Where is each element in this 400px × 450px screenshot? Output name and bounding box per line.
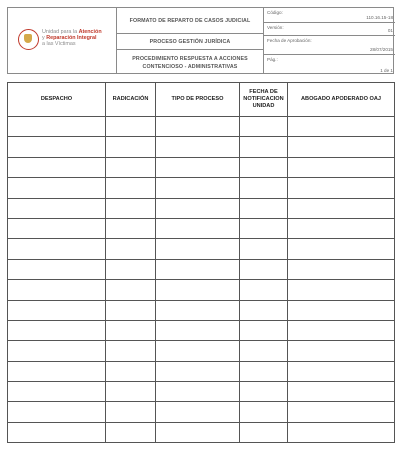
table-cell: [288, 157, 395, 177]
table-cell: [288, 178, 395, 198]
table-cell: [240, 259, 288, 279]
table-cell: [156, 157, 240, 177]
table-cell: [8, 280, 106, 300]
table-cell: [156, 117, 240, 137]
table-cell: [106, 117, 156, 137]
table-cell: [8, 361, 106, 381]
table-row: [8, 422, 395, 442]
table-cell: [8, 382, 106, 402]
table-row: [8, 320, 395, 340]
table-cell: [106, 361, 156, 381]
table-cell: [240, 382, 288, 402]
table-cell: [156, 361, 240, 381]
table-row: [8, 280, 395, 300]
table-cell: [288, 137, 395, 157]
table-cell: [106, 178, 156, 198]
table-cell: [288, 320, 395, 340]
procedure-name: PROCEDIMIENTO RESPUESTA A ACCIONES CONTENCIOSO - ADMINISTRATIVAS: [132, 55, 248, 70]
table-cell: [288, 300, 395, 320]
table-cell: [240, 422, 288, 442]
table-row: [8, 341, 395, 361]
table-cell: [8, 422, 106, 442]
meta-version: Versión: 01: [264, 23, 395, 36]
table-cell: [156, 259, 240, 279]
table-row: [8, 382, 395, 402]
table-cell: [156, 280, 240, 300]
table-cell: [106, 259, 156, 279]
table-cell: [106, 422, 156, 442]
table-cell: [106, 320, 156, 340]
table-body: [8, 117, 395, 443]
table-row: [8, 239, 395, 259]
table-cell: [240, 402, 288, 422]
table-cell: [106, 239, 156, 259]
table-cell: [240, 137, 288, 157]
table-cell: [8, 259, 106, 279]
organization-logo: [18, 25, 113, 61]
table-cell: [156, 239, 240, 259]
table-cell: [240, 117, 288, 137]
table-row: [8, 178, 395, 198]
table-cell: [156, 218, 240, 238]
logo-text: Unidad para la Atención y Reparación Integral a las Víctimas: [42, 29, 102, 47]
table-row: [8, 157, 395, 177]
table-cell: [288, 280, 395, 300]
case-assignment-table: [7, 82, 395, 443]
document-metadata: [264, 8, 395, 73]
table-cell: [106, 218, 156, 238]
column-header-fecha-notificacion: FECHA DE NOTIFICACION UNIDAD: [240, 83, 288, 117]
table-cell: [106, 198, 156, 218]
table-cell: [240, 280, 288, 300]
logo-cell: [8, 8, 117, 73]
document-header: [7, 7, 394, 74]
column-header-tipo-proceso: TIPO DE PROCESO: [156, 83, 240, 117]
meta-code: Código: 110.16.15-18: [264, 8, 395, 23]
table-row: [8, 300, 395, 320]
column-header-despacho: DESPACHO: [8, 83, 106, 117]
table-cell: [156, 300, 240, 320]
table-cell: [156, 382, 240, 402]
column-header-radicacion: RADICACIÓN: [106, 83, 156, 117]
meta-page: Pág.: 1 de 1: [267, 57, 393, 73]
table-cell: [156, 402, 240, 422]
table-cell: [240, 157, 288, 177]
table-cell: [288, 402, 395, 422]
table-cell: [156, 178, 240, 198]
table-row: [8, 361, 395, 381]
table-cell: [8, 117, 106, 137]
table-cell: [8, 178, 106, 198]
table-cell: [156, 341, 240, 361]
table-cell: [106, 280, 156, 300]
table-cell: [240, 341, 288, 361]
table-cell: [288, 341, 395, 361]
table-cell: [8, 320, 106, 340]
table-cell: [240, 198, 288, 218]
table-cell: [8, 218, 106, 238]
table-cell: [8, 402, 106, 422]
table-header-row: [8, 83, 395, 117]
table-cell: [156, 422, 240, 442]
form-title: FORMATO DE REPARTO DE CASOS JUDICIAL: [117, 8, 263, 34]
table-cell: [8, 341, 106, 361]
table-cell: [106, 137, 156, 157]
table-cell: [106, 157, 156, 177]
table-cell: [288, 422, 395, 442]
table-cell: [156, 320, 240, 340]
table-cell: [106, 300, 156, 320]
coat-of-arms-icon: [18, 29, 39, 50]
table-cell: [288, 361, 395, 381]
table-cell: [288, 382, 395, 402]
table-cell: [288, 259, 395, 279]
table-cell: [8, 137, 106, 157]
table-row: [8, 402, 395, 422]
table-cell: [8, 198, 106, 218]
table-cell: [240, 361, 288, 381]
table-cell: [8, 157, 106, 177]
table-cell: [8, 300, 106, 320]
table-row: [8, 137, 395, 157]
table-row: [8, 117, 395, 137]
table-cell: [288, 218, 395, 238]
table-cell: [288, 198, 395, 218]
table-cell: [8, 239, 106, 259]
table-cell: [288, 239, 395, 259]
header-titles: [117, 8, 264, 73]
table-cell: [106, 402, 156, 422]
table-cell: [240, 300, 288, 320]
column-header-abogado: ABOGADO APODERADO OAJ: [288, 83, 395, 117]
table-cell: [106, 341, 156, 361]
table-cell: [240, 320, 288, 340]
table-cell: [240, 218, 288, 238]
table-cell: [156, 137, 240, 157]
table-row: [8, 198, 395, 218]
table-row: [8, 218, 395, 238]
table-cell: [288, 117, 395, 137]
table-cell: [240, 178, 288, 198]
table-cell: [240, 239, 288, 259]
table-cell: [156, 198, 240, 218]
meta-approval-date: Fecha de Aprobación: 28/07/2015: [264, 36, 395, 55]
table-cell: [106, 382, 156, 402]
process-name: PROCESO GESTIÓN JURÍDICA: [117, 34, 263, 50]
table-row: [8, 259, 395, 279]
